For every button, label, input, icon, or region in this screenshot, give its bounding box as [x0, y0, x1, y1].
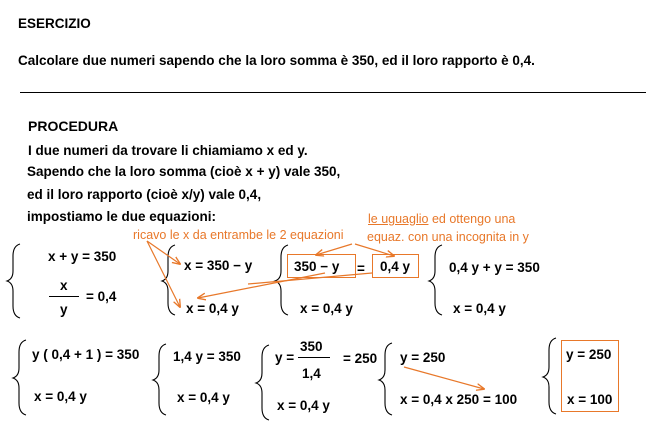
- arrow-icon: [248, 273, 372, 284]
- system1-frac-rhs: = 0,4: [86, 289, 117, 304]
- arrow-icon: [404, 367, 484, 389]
- system6-eq2: x = 0,4 y: [177, 390, 230, 405]
- brace-icon: [543, 338, 556, 414]
- system5-eq2: x = 0,4 y: [34, 389, 87, 404]
- system6-eq1: 1,4 y = 350: [173, 349, 241, 364]
- procedure-line-2: Sapendo che la loro somma (cioè x + y) vale 350,: [27, 164, 341, 179]
- system7-rhs: = 250: [343, 351, 378, 366]
- annotation-uguaglio-underlined: le uguaglio: [368, 212, 429, 226]
- system3-eq2: x = 0,4 y: [300, 301, 353, 316]
- system1-frac-num: x: [60, 278, 68, 293]
- brace-icon: [256, 345, 269, 420]
- arrow-icon: [147, 241, 180, 264]
- system3-lhs: 350 − y: [294, 259, 340, 274]
- brace-icon: [153, 344, 166, 415]
- system8-eq1: y = 250: [400, 350, 446, 365]
- arrow-icon: [147, 241, 180, 307]
- system2-eq1: x = 350 − y: [184, 258, 253, 273]
- system3-equals: =: [357, 261, 365, 276]
- system1-eq1: x + y = 350: [48, 249, 117, 264]
- system7-frac-num: 350: [300, 339, 323, 354]
- system5-eq1: y ( 0,4 + 1 ) = 350: [32, 347, 140, 362]
- brace-icon: [379, 343, 392, 415]
- problem-statement: Calcolare due numeri sapendo che la loro somma è 350, ed il loro rapporto è 0,4.: [18, 53, 535, 68]
- system7-frac-den: 1,4: [302, 366, 321, 381]
- procedure-line-4: impostiamo le due equazioni:: [27, 209, 217, 224]
- arrow-icon: [355, 244, 394, 256]
- brace-icon: [429, 245, 442, 315]
- system4-eq1: 0,4 y + y = 350: [449, 260, 540, 275]
- procedure-line-1: I due numeri da trovare li chiamiamo x ed y.: [28, 143, 308, 158]
- annotation-uguaglio-rest: ed ottengo una: [428, 212, 516, 226]
- annotation-equazione: equaz. con una incognita in y: [367, 230, 529, 244]
- brace-icon: [275, 245, 288, 315]
- system9-eq1: y = 250: [566, 347, 612, 362]
- system8-eq2: x = 0,4 x 250 = 100: [400, 392, 518, 407]
- brace-icon: [13, 340, 26, 415]
- system7-lhs: y =: [275, 350, 295, 365]
- system3-rhs: 0,4 y: [380, 259, 411, 274]
- system1-frac-den: y: [60, 302, 68, 317]
- system7-eq2: x = 0,4 y: [277, 398, 330, 413]
- arrow-icon: [316, 244, 352, 255]
- system9-eq2: x = 100: [567, 392, 613, 407]
- arrow-icon: [198, 273, 325, 298]
- annotation-ricavo: ricavo le x da entrambe le 2 equazioni: [133, 228, 344, 242]
- procedure-line-3: ed il loro rapporto (cioè x/y) vale 0,4,: [27, 187, 262, 202]
- page-title: ESERCIZIO: [18, 16, 91, 31]
- brace-icon: [7, 244, 20, 318]
- system4-eq2: x = 0,4 y: [453, 301, 506, 316]
- procedure-heading: PROCEDURA: [28, 118, 119, 134]
- system2-eq2: x = 0,4 y: [186, 301, 239, 316]
